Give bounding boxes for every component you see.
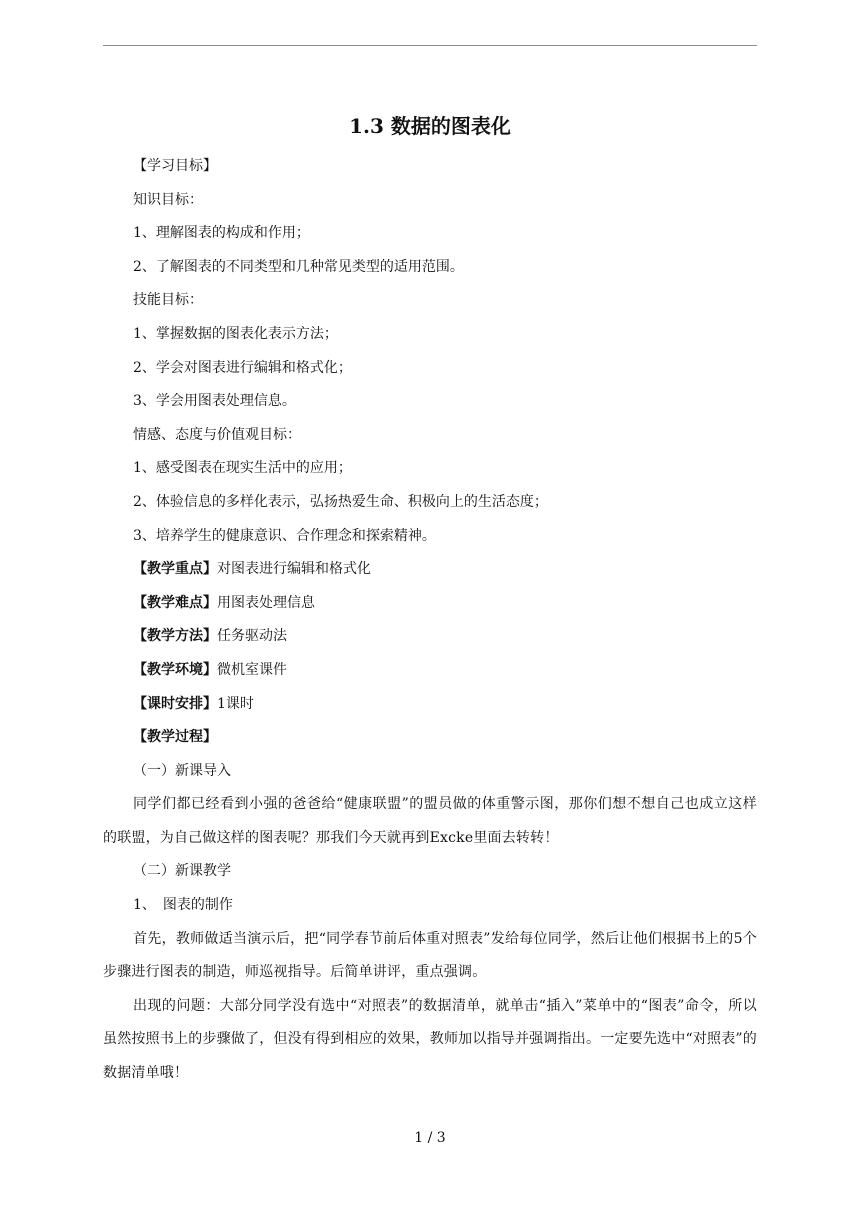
attitude-goals-heading: 情感、态度与价值观目标： [133, 426, 301, 443]
list-item: 2、了解图表的不同类型和几种常见类型的适用范围。 [133, 258, 464, 275]
field-label: 【教学方法】 [133, 628, 217, 645]
field-label: 【教学环境】 [133, 661, 217, 678]
list-item: 1、理解图表的构成和作用； [133, 225, 310, 242]
paragraph-intro: 同学们都已经看到小强的爸爸给“健康联盟”的盟员做的体重警示图，那你们想不想自己也成立这样的联盟，为自己做这样的图表呢？那我们今天就再到Excke里面去转转！ [103, 796, 757, 846]
page-number: 1 / 3 [414, 1130, 446, 1146]
subsection-intro: （一）新课导入 [133, 762, 231, 779]
field-value: 1课时 [217, 695, 254, 712]
skill-goals-heading: 技能目标： [133, 292, 203, 309]
list-item: 1、感受图表在现实生活中的应用； [133, 460, 352, 477]
field-schedule [103, 688, 757, 722]
list-item: 2、体验信息的多样化表示，弘扬热爱生命、积极向上的生活态度； [133, 493, 548, 510]
field-method [103, 620, 757, 654]
list-item: 3、培养学生的健康意识、合作理念和探索精神。 [133, 527, 436, 544]
list-item: 3、学会用图表处理信息。 [133, 393, 296, 410]
header-rule [103, 45, 757, 46]
subsection-teaching: （二）新课教学 [133, 863, 231, 880]
field-value: 微机室课件 [217, 661, 287, 678]
field-environment [103, 654, 757, 688]
field-label: 【课时安排】 [133, 695, 217, 712]
list-item: 1、掌握数据的图表化表示方法； [133, 325, 338, 342]
field-key-points [103, 553, 757, 587]
field-value: 对图表进行编辑和格式化 [217, 561, 371, 578]
paragraph-problems: 出现的问题：大部分同学没有选中“对照表”的数据清单，就单击“插入”菜单中的“图表”命令，所以虽然按照书上的步骤做了，但没有得到相应的效果，教师加以指导并强调指出。一定要先选中“对照表”的数据清单哦！ [103, 997, 757, 1082]
subsection-chart-making: 1、 图表的制作 [133, 897, 233, 914]
section-heading-process: 【教学过程】 [133, 729, 217, 746]
field-value: 用图表处理信息 [217, 594, 315, 611]
section-heading-objectives: 【学习目标】 [133, 158, 217, 174]
paragraph-demo: 首先，教师做适当演示后，把“同学春节前后体重对照表”发给每位同学，然后让他们根据书上的5个步骤进行图表的制造，师巡视指导。后简单讲评，重点强调。 [103, 930, 757, 981]
page-title: 1.3 数据的图表化 [349, 114, 511, 138]
field-label: 【教学重点】 [133, 561, 217, 578]
knowledge-goals-heading: 知识目标： [133, 191, 203, 208]
field-value: 任务驱动法 [217, 628, 287, 645]
list-item: 2、学会对图表进行编辑和格式化； [133, 359, 352, 376]
document-body [103, 150, 757, 1091]
field-difficulties [103, 587, 757, 621]
field-label: 【教学难点】 [133, 594, 217, 611]
